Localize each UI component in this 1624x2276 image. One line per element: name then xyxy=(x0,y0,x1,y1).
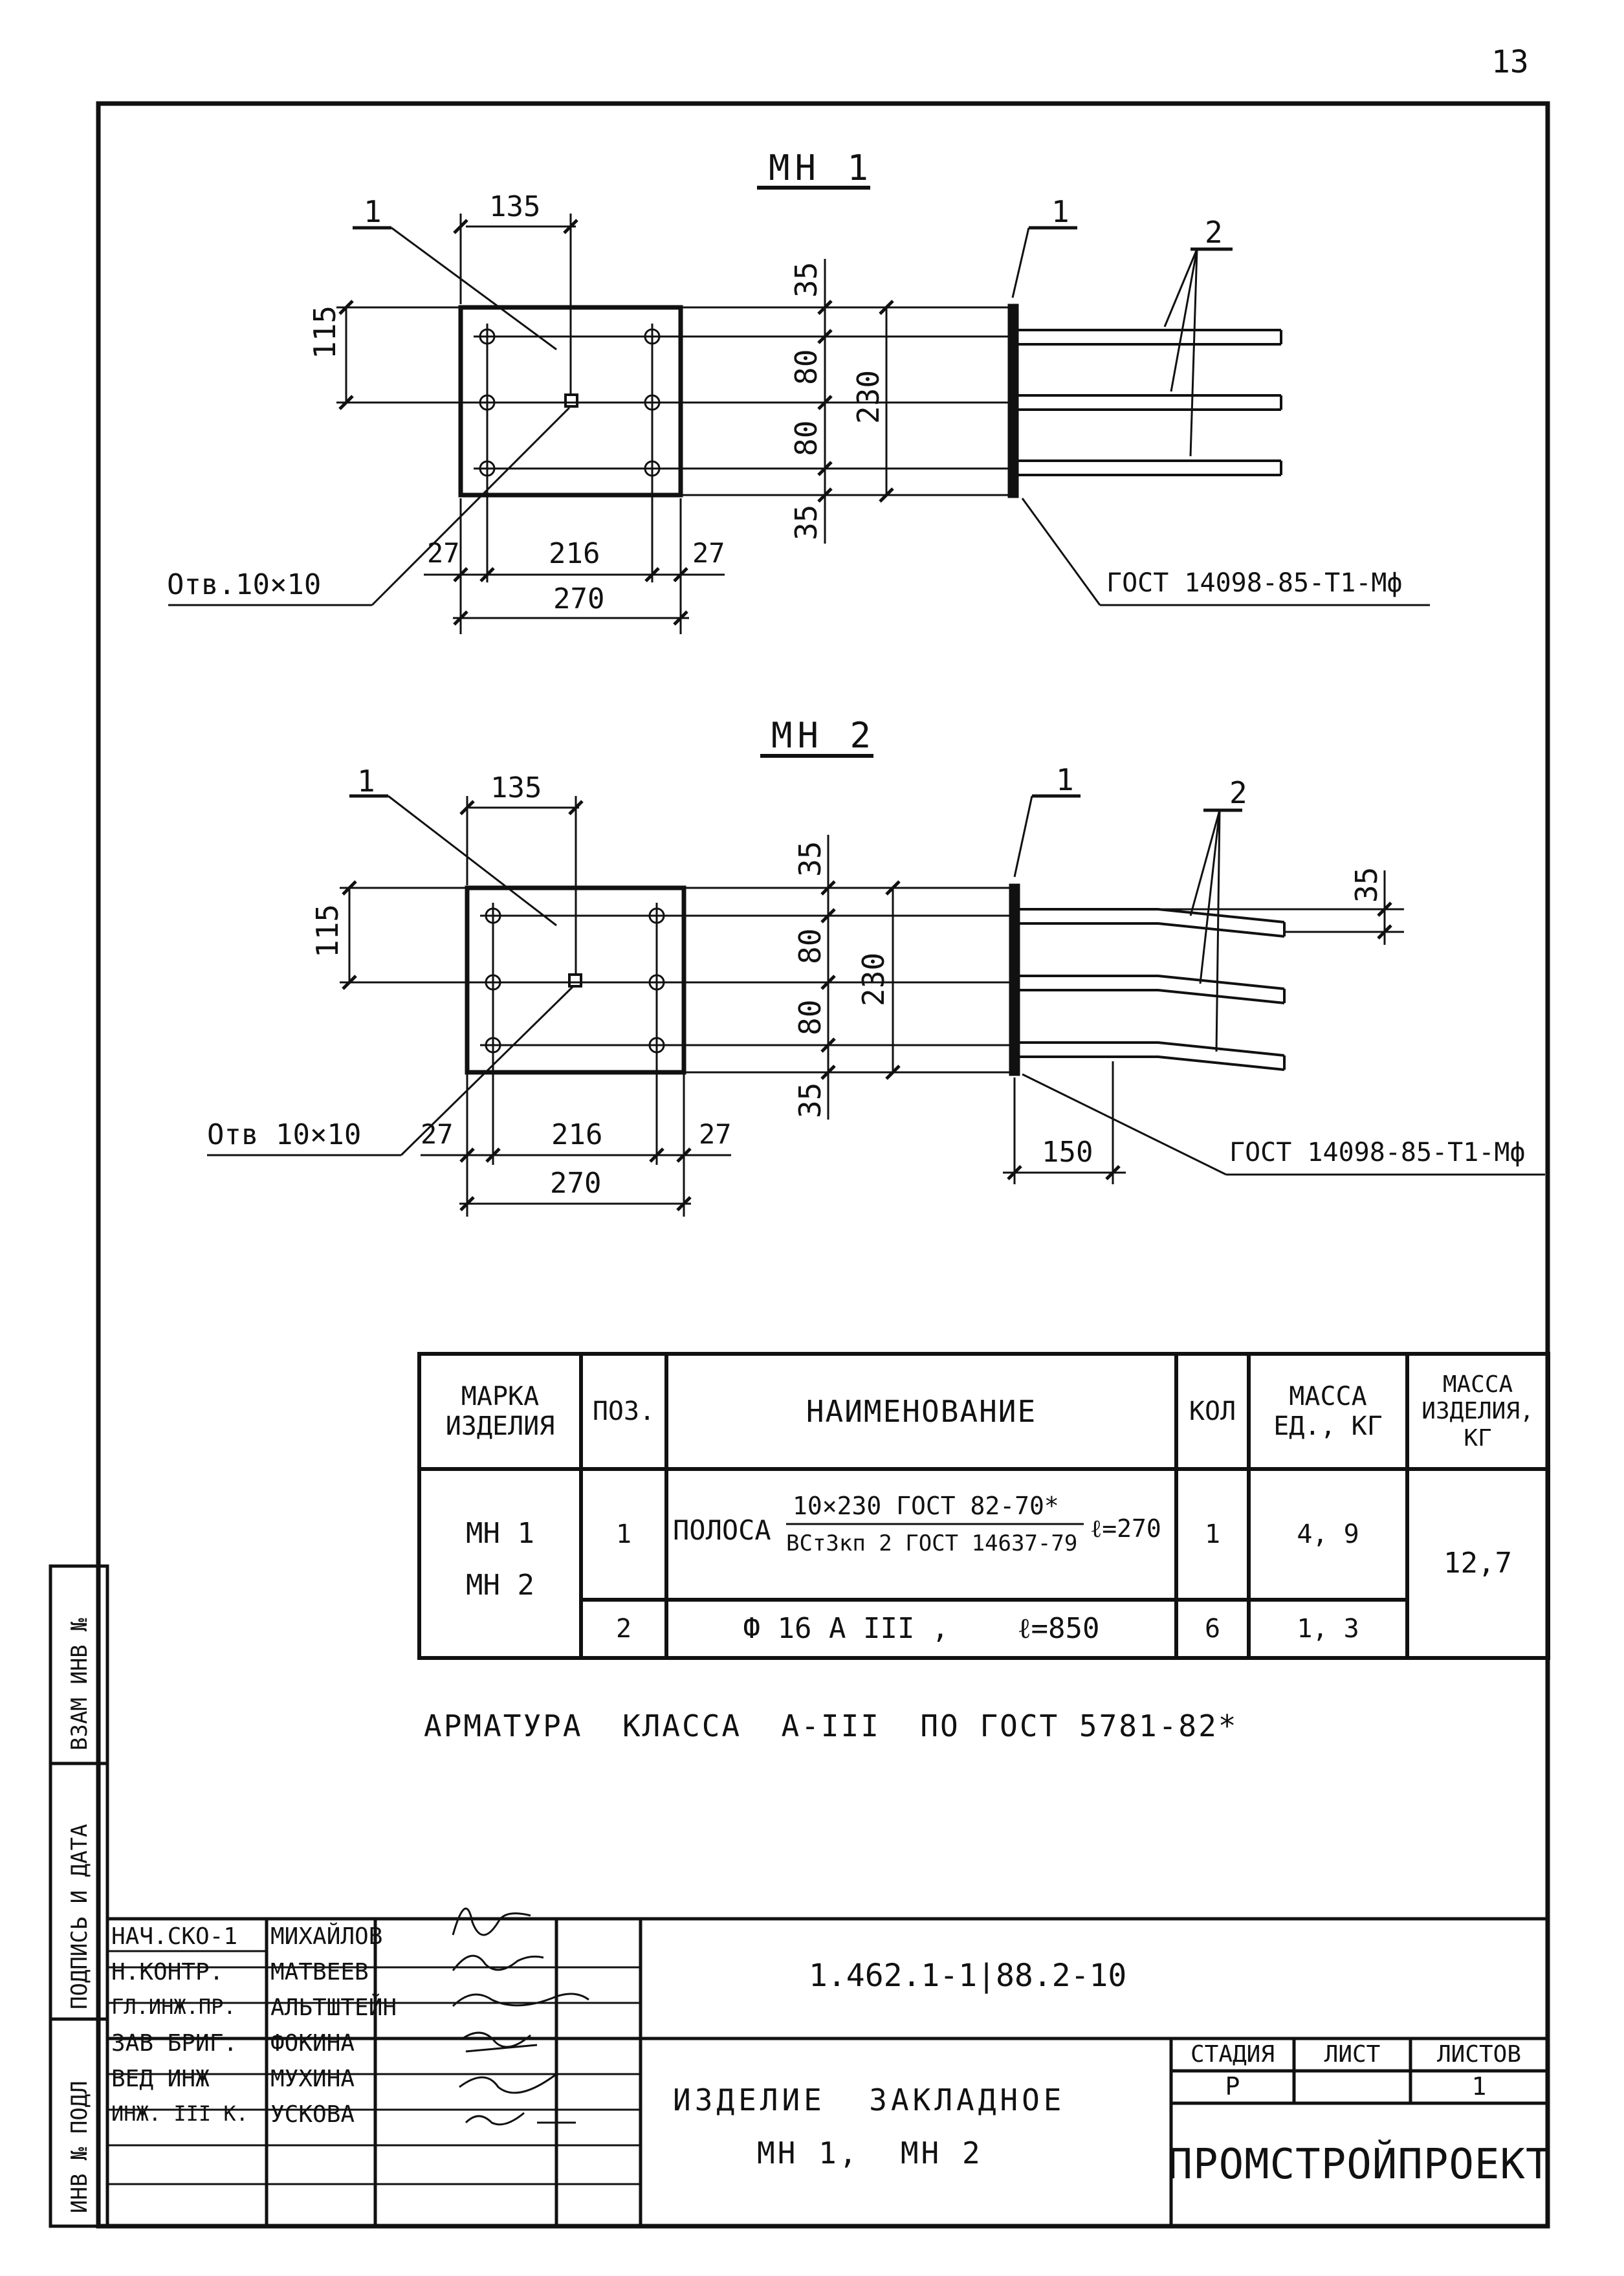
mark-mh1: МН 1 xyxy=(466,1516,534,1550)
header-mass-item: МАССА ИЗДЕЛИЯ, КГ xyxy=(1421,1371,1534,1452)
row1-mass-unit: 4, 9 xyxy=(1297,1519,1359,1549)
mh2-dim-35-bend: 35 xyxy=(1349,867,1384,903)
mh1-dim-35a: 35 xyxy=(789,261,824,298)
sheets-value: 1 xyxy=(1471,2072,1487,2101)
tb-role-2: Н.КОНТР. xyxy=(111,1959,224,1985)
tb-name-1: МИХАЙЛОВ xyxy=(270,1923,383,1950)
mh1-leader-1-side: 1 xyxy=(1051,194,1070,229)
mh2-dim-270: 270 xyxy=(550,1167,602,1200)
mh1-dim-230: 230 xyxy=(851,370,886,424)
mark-mh2: МН 2 xyxy=(466,1568,534,1602)
doc-code: 1.462.1-1|88.2-10 xyxy=(809,1958,1127,1994)
row2-mass-unit: 1, 3 xyxy=(1297,1614,1359,1644)
mh1-leader-2: 2 xyxy=(1205,215,1223,250)
item-title-2: МН 1, МН 2 xyxy=(757,2136,983,2171)
tb-role-1: НАЧ.СКО-1 xyxy=(111,1923,238,1950)
row1-name-prefix: ПОЛОСА xyxy=(673,1514,771,1546)
row1-name-top: 10×230 ГОСТ 82-70* xyxy=(793,1492,1059,1520)
page-number: 13 xyxy=(1491,44,1529,80)
header-mark: МАРКА ИЗДЕЛИЯ xyxy=(445,1382,555,1441)
mh2-dim-35b: 35 xyxy=(793,1082,828,1118)
mh1-title: МН 1 xyxy=(769,148,874,188)
tb-name-4: ФОКИНА xyxy=(270,2030,355,2057)
row1-qty: 1 xyxy=(1204,1519,1221,1549)
stamp-inv-zam: ВЗАМ ИНВ № xyxy=(67,1618,93,1751)
mh2-dim-80b: 80 xyxy=(793,999,828,1035)
tb-role-3: ГЛ.ИНЖ.ПР. xyxy=(111,1994,236,2019)
mh2-title: МН 2 xyxy=(771,715,877,756)
row2-name: Ф 16 А III , ℓ=850 xyxy=(743,1611,1100,1645)
mh2-dim-150: 150 xyxy=(1042,1136,1093,1169)
mass-item-value: 12,7 xyxy=(1443,1546,1512,1580)
mh2-leader-1-side: 1 xyxy=(1056,762,1074,797)
mh1-dim-27b: 27 xyxy=(692,537,725,569)
stage-label: СТАДИЯ xyxy=(1190,2041,1275,2068)
sheet-label: ЛИСТ xyxy=(1324,2041,1381,2068)
signatures xyxy=(453,1908,589,2125)
mh1-hole-label: Отв.10×10 xyxy=(167,568,322,601)
item-title-1: ИЗДЕЛИЕ ЗАКЛАДНОЕ xyxy=(673,2083,1066,2117)
stamp-sign-date: ПОДПИСЬ И ДАТА xyxy=(67,1824,93,2009)
mh1-weld-label: ГОСТ 14098-85-Т1-Мф xyxy=(1106,568,1403,598)
mh1-dim-35b: 35 xyxy=(789,504,824,540)
mh2-dim-27a: 27 xyxy=(421,1118,454,1150)
mh2-dim-35a: 35 xyxy=(793,841,828,877)
tb-name-5: МУХИНА xyxy=(270,2066,355,2092)
mh2-dim-216: 216 xyxy=(551,1118,603,1151)
mh1-dim-80b: 80 xyxy=(789,420,824,456)
row1-name-bottom: ВСт3кп 2 ГОСТ 14637-79 xyxy=(786,1530,1078,1556)
reinforcement-note: АРМАТУРА КЛАССА А-III ПО ГОСТ 5781-82* xyxy=(424,1708,1238,1743)
tb-name-2: МАТВЕЕВ xyxy=(270,1959,369,1985)
mh1-dim-27a: 27 xyxy=(427,537,460,569)
mh1-dim-135: 135 xyxy=(489,190,541,223)
tb-role-5: ВЕД ИНЖ xyxy=(111,2066,210,2092)
mh2-leader-2: 2 xyxy=(1229,775,1247,810)
sheet-value xyxy=(1295,2072,1409,2102)
row2-pos: 2 xyxy=(615,1614,632,1644)
tb-name-6: УСКОВА xyxy=(270,2101,355,2128)
mh2-dim-27b: 27 xyxy=(699,1118,732,1150)
header-qty: КОЛ xyxy=(1189,1397,1236,1426)
row1-name-suffix: ℓ=270 xyxy=(1090,1514,1161,1543)
mh1-leader-1: 1 xyxy=(364,194,382,229)
mh2-dim-115: 115 xyxy=(310,903,345,958)
stamp-inv-orig: ИНВ № ПОДЛ xyxy=(67,2081,93,2213)
row2-qty: 6 xyxy=(1204,1614,1221,1644)
stage-value: Р xyxy=(1225,2072,1240,2101)
row1-pos: 1 xyxy=(615,1519,632,1549)
mh2-dim-80a: 80 xyxy=(793,928,828,964)
mh1-dim-115: 115 xyxy=(307,305,342,359)
mh2-leader-1: 1 xyxy=(357,764,375,799)
mh1-dim-80a: 80 xyxy=(789,349,824,385)
mh2-hole-label: Отв 10×10 xyxy=(207,1118,362,1151)
org-name: ПРОМСТРОЙПРОЕКТ xyxy=(1167,2141,1552,2189)
tb-role-4: ЗАВ БРИГ. xyxy=(111,2030,238,2057)
header-mass-unit: МАССА ЕД., КГ xyxy=(1273,1382,1383,1441)
mh2-dim-230: 230 xyxy=(856,952,891,1006)
header-pos: ПОЗ. xyxy=(592,1397,655,1426)
header-name: НАИМЕНОВАНИЕ xyxy=(806,1393,1037,1429)
mh1-dim-270: 270 xyxy=(553,582,605,615)
tb-name-3: АЛЬТШТЕЙН xyxy=(270,1994,397,2021)
sheets-label: ЛИСТОВ xyxy=(1436,2041,1522,2068)
mh1-dim-216: 216 xyxy=(549,537,600,570)
tb-role-6: ИНЖ. III К. xyxy=(111,2101,248,2126)
mh2-weld-label: ГОСТ 14098-85-Т1-Мф xyxy=(1229,1138,1526,1167)
mh2-dim-135: 135 xyxy=(490,771,542,804)
